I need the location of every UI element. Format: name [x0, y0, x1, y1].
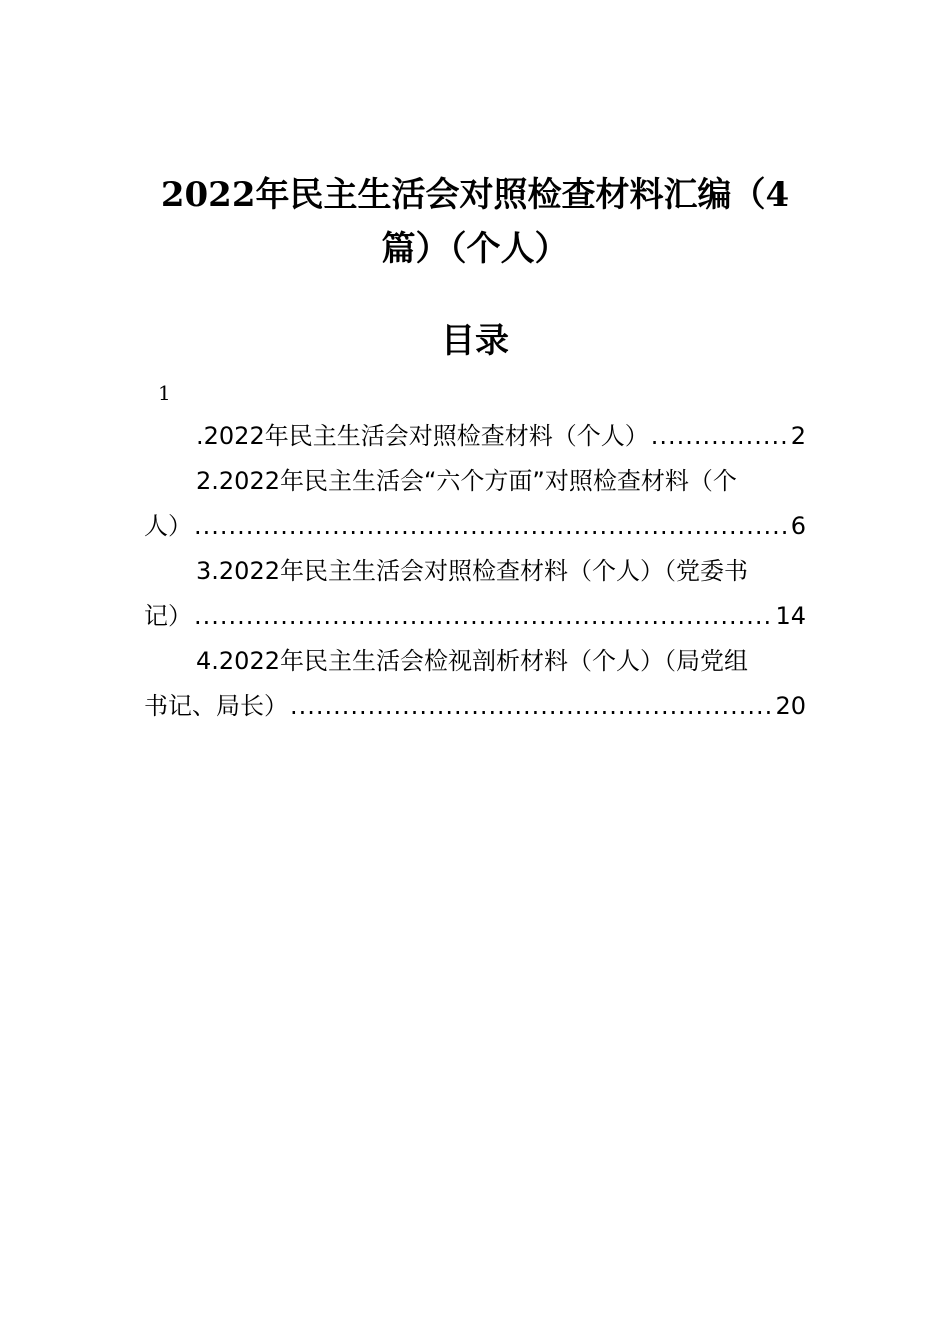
toc-dot-leader	[194, 504, 789, 549]
toc-list-marker: 1	[158, 381, 171, 405]
document-title-line-2: 篇）（个人）	[381, 229, 569, 269]
toc-entry-title-continued[interactable]: 记）	[144, 602, 192, 630]
document-title	[120, 168, 830, 276]
toc-entry-title-continued[interactable]: 书记、局长）	[144, 692, 288, 720]
toc-page-number[interactable]: 14	[775, 602, 806, 630]
toc-dot-leader	[651, 414, 789, 459]
toc-page-number[interactable]: 20	[775, 692, 806, 720]
toc-entry-4[interactable]	[144, 639, 806, 729]
toc-entry-2[interactable]	[144, 459, 806, 549]
toc-dot-leader	[194, 594, 773, 639]
toc-entry-title[interactable]: 4.2022年民主生活会检视剖析材料（个人）（局党组	[196, 647, 748, 675]
toc-dot-leader	[290, 684, 773, 729]
toc-entry-title[interactable]: .2022年民主生活会对照检查材料（个人）	[196, 422, 649, 450]
toc-page-number[interactable]: 2	[790, 422, 806, 450]
document-title-line-1: 2022年民主生活会对照检查材料汇编（4	[160, 175, 790, 215]
table-of-contents	[144, 414, 806, 729]
toc-entry-title-continued[interactable]: 人）	[144, 512, 192, 540]
toc-entry-3[interactable]	[144, 549, 806, 639]
toc-heading: 目录	[441, 321, 509, 361]
toc-entry-title[interactable]: 2.2022年民主生活会“六个方面”对照检查材料（个	[196, 467, 737, 495]
toc-entry-title[interactable]: 3.2022年民主生活会对照检查材料（个人）（党委书	[196, 557, 748, 585]
toc-entry-1[interactable]	[144, 414, 806, 459]
toc-page-number[interactable]: 6	[790, 512, 806, 540]
